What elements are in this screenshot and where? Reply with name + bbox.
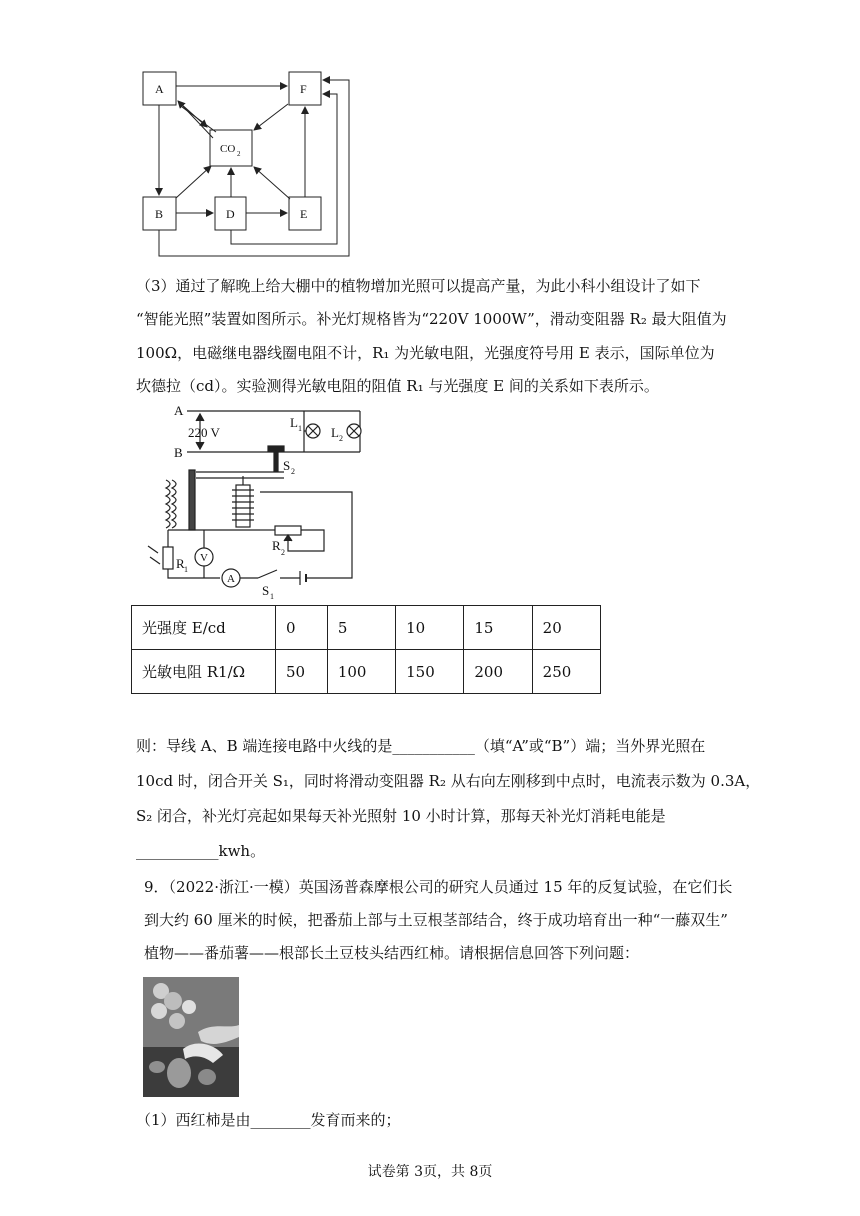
light-resistance-table xyxy=(131,605,601,694)
voltmeter-label: V xyxy=(200,552,208,564)
switch-s1-label: S xyxy=(262,583,270,598)
node-d-label: D xyxy=(226,207,235,221)
lamp-l1-sub: 1 xyxy=(298,424,302,433)
node-co2-label: CO xyxy=(220,143,236,155)
node-b-label: B xyxy=(155,207,164,221)
answer-line-4: ___________kwh。 xyxy=(136,842,266,860)
table-cell: 100 xyxy=(327,650,395,694)
table-cell: 0 xyxy=(276,606,328,650)
q9-line-3: 植物——番茄薯——根部长土豆枝头结西红柿。请根据信息回答下列问题： xyxy=(144,944,640,962)
q3-line-2: “智能光照”装置如图所示。补光灯规格皆为“220V 1000W”，滑动变阻器 R₂ 最大阻值为 xyxy=(136,310,727,328)
switch-s2-sub: 2 xyxy=(291,467,295,476)
table-cell: 150 xyxy=(396,650,464,694)
resistor-r1-label: R xyxy=(176,556,185,571)
rheostat-r2-sub: 2 xyxy=(281,548,285,557)
table-cell: 250 xyxy=(532,650,600,694)
ammeter-label: A xyxy=(227,573,235,585)
table-cell: 50 xyxy=(276,650,328,694)
lamp-l1-label: L xyxy=(290,415,298,430)
table-row xyxy=(132,650,601,694)
circuit-diagram xyxy=(140,400,380,600)
q3-line-1: （3）通过了解晚上给大棚中的植物增加光照可以提高产量，为此小科小组设计了如下 xyxy=(136,277,701,295)
tomato-potato-photo xyxy=(143,977,239,1097)
node-e-label: E xyxy=(300,207,308,221)
node-f-label: F xyxy=(300,82,307,96)
rheostat-r2-label: R xyxy=(272,538,281,553)
table-cell: 5 xyxy=(327,606,395,650)
q3-line-4: 坎德拉（cd）。实验测得光敏电阻的阻值 R₁ 与光强度 E 间的关系如下表所示。 xyxy=(136,377,659,395)
answer-line-1: 则：导线 A、B 端连接电路中火线的是___________（填“A”或“B”）端；当外界光照在 xyxy=(136,737,706,755)
lamp-l2-sub: 2 xyxy=(339,434,343,443)
terminal-a-label: A xyxy=(174,403,184,418)
table-cell: 20 xyxy=(532,606,600,650)
node-co2-subscript: 2 xyxy=(237,150,241,158)
table-cell: 15 xyxy=(464,606,532,650)
table-cell: 光强度 E/cd xyxy=(132,606,276,650)
node-a-label: A xyxy=(155,82,164,96)
q9-line-1: 9．（2022·浙江·一模）英国汤普森摩根公司的研究人员通过 15 年的反复试验，在它们长 xyxy=(144,878,733,896)
q9-line-2: 到大约 60 厘米的时候，把番茄上部与土豆根茎部结合，终于成功培育出一种“一藤双生” xyxy=(144,911,728,929)
q9-subquestion-1: （1）西红柿是由________发育而来的； xyxy=(136,1111,401,1129)
table-cell: 光敏电阻 R1/Ω xyxy=(132,650,276,694)
answer-line-2: 10cd 时，闭合开关 S₁，同时将滑动变阻器 R₂ 从右向左刚移到中点时，电流表示数为 0.3A， xyxy=(136,772,761,790)
terminal-b-label: B xyxy=(174,445,183,460)
table-cell: 10 xyxy=(396,606,464,650)
table-row xyxy=(132,606,601,650)
table-cell: 200 xyxy=(464,650,532,694)
carbon-cycle-diagram xyxy=(130,60,360,260)
lamp-l2-label: L xyxy=(331,425,339,440)
q3-line-3: 100Ω，电磁继电器线圈电阻不计，R₁ 为光敏电阻，光强度符号用 E 表示，国际单位为 xyxy=(136,344,715,362)
resistor-r1-sub: 1 xyxy=(184,565,188,574)
switch-s1-sub: 1 xyxy=(270,592,274,600)
answer-line-3: S₂ 闭合，补光灯亮起如果每天补光照射 10 小时计算，那每天补光灯消耗电能是 xyxy=(136,807,666,825)
page-footer: 试卷第 3页，共 8页 xyxy=(367,1164,493,1180)
voltage-label: 220 V xyxy=(188,425,220,440)
switch-s2-label: S xyxy=(283,458,291,473)
